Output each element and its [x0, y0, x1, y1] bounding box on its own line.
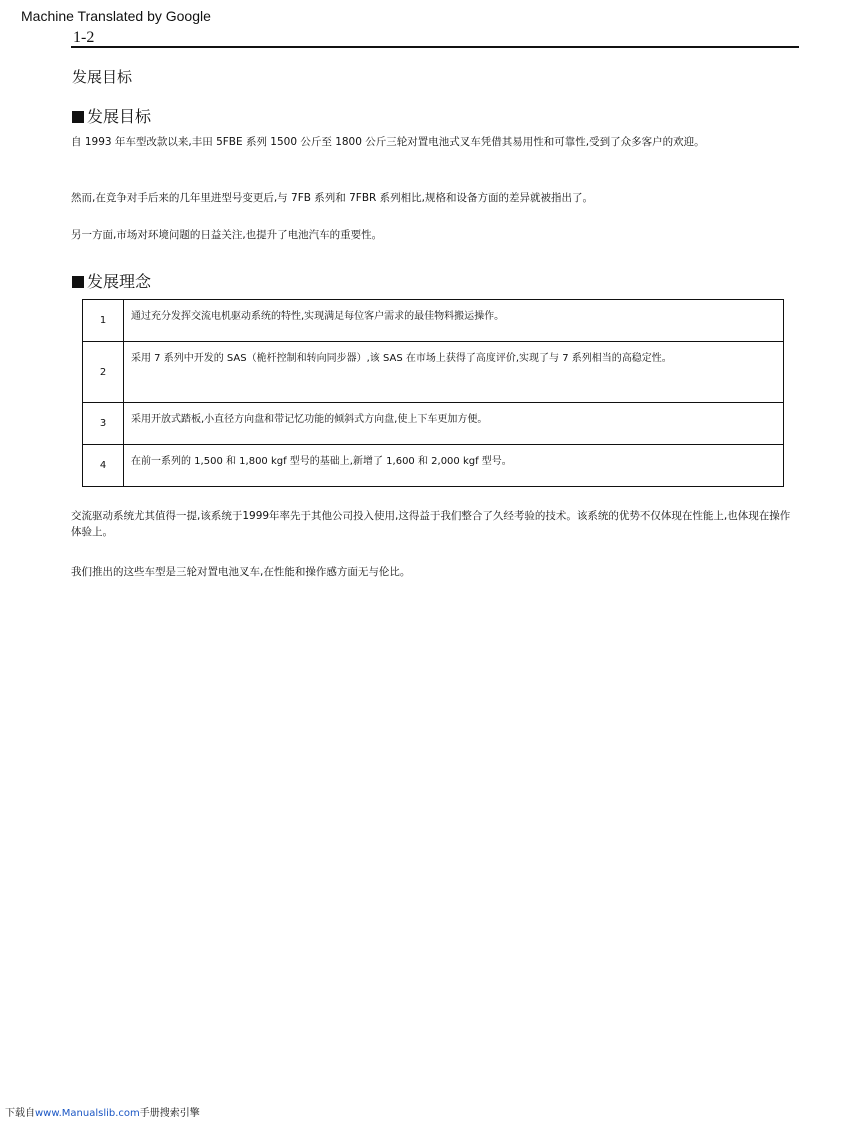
table-row — [83, 445, 784, 487]
paragraph-concept-2: 我们推出的这些车型是三轮对置电池叉车,在性能和操作感方面无与伦比。 — [71, 566, 411, 578]
table-row — [83, 300, 784, 342]
section-heading-concept-text: 发展理念 — [87, 272, 152, 291]
doc-title: 发展目标 — [72, 68, 133, 86]
footer-prefix: 下载自 — [5, 1108, 35, 1119]
square-bullet-icon — [72, 276, 84, 288]
section-heading-goals — [72, 104, 151, 127]
section-heading-concept — [72, 269, 151, 292]
row-text: 通过充分发挥交流电机驱动系统的特性,实现满足每位客户需求的最佳物料搬运操作。 — [124, 300, 784, 342]
table-row — [83, 342, 784, 403]
row-text: 在前一系列的 1,500 和 1,800 kgf 型号的基础上,新增了 1,600 和 2,000 kgf 型号。 — [124, 445, 784, 487]
footer-suffix: 手册搜索引擎 — [139, 1108, 200, 1119]
footer-download-note — [5, 1104, 200, 1119]
row-text: 采用开放式踏板,小直径方向盘和带记忆功能的倾斜式方向盘,使上下车更加方便。 — [124, 403, 784, 445]
paragraph-goals-1: 自 1993 年车型改款以来,丰田 5FBE 系列 1500 公斤至 1800 公斤三轮对置电池式叉车凭借其易用性和可靠性,受到了众多客户的欢迎。 — [71, 136, 705, 148]
row-number: 1 — [83, 300, 124, 342]
row-number: 4 — [83, 445, 124, 487]
header-rule — [71, 46, 799, 48]
row-text: 采用 7 系列中开发的 SAS（桅杆控制和转向同步器）,该 SAS 在市场上获得了高度评价,实现了与 7 系列相当的高稳定性。 — [124, 342, 784, 403]
concept-table — [82, 299, 784, 487]
paragraph-goals-3: 另一方面,市场对环境问题的日益关注,也提升了电池汽车的重要性。 — [71, 229, 383, 241]
section-heading-goals-text: 发展目标 — [87, 107, 152, 126]
paragraph-goals-2: 然而,在竞争对手后来的几年里进型号变更后,与 7FB 系列和 7FBR 系列相比,规格和设备方面的差异就被指出了。 — [71, 192, 594, 204]
page-number: 1-2 — [73, 29, 95, 46]
square-bullet-icon — [72, 111, 84, 123]
row-number: 2 — [83, 342, 124, 403]
footer-link[interactable]: www.Manualslib.com — [35, 1108, 140, 1119]
machine-translation-banner: Machine Translated by Google — [21, 8, 211, 24]
row-number: 3 — [83, 403, 124, 445]
table-row — [83, 403, 784, 445]
paragraph-concept-1: 交流驱动系统尤其值得一提,该系统于1999年率先于其他公司投入使用,这得益于我们整合了久经考验的技术。该系统的优势不仅体现在性能上,也体现在操作体验上。 — [71, 510, 791, 538]
